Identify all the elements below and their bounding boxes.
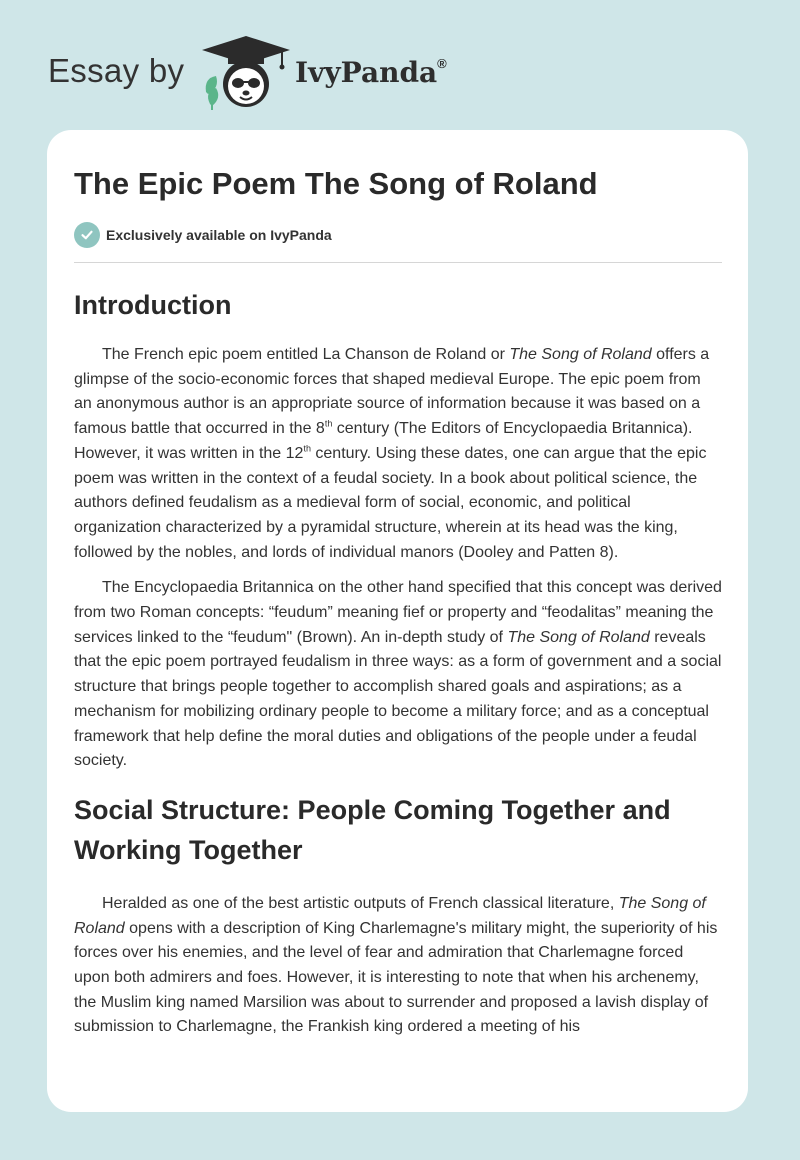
paragraph: Heralded as one of the best artistic outputs of French classical literature, The Song of Roland opens with a description of King Charlemagne's military might, the superiority of his forces over his enemies, and the level of fear and admiration that Charlemagne forced upon both admirers and foes. However, it is interesting to note that when his archenemy, the Muslim king named Marsilion was about to surrender and proposed a lavish display of submission to Charlemagne, the Frankish king ordered a meeting of his bbox=[74, 894, 718, 1036]
section-heading: Introduction bbox=[74, 290, 232, 320]
exclusive-badge bbox=[74, 222, 722, 248]
section-heading: Social Structure: People Coming Together and Working Together bbox=[74, 794, 671, 865]
paragraph: The Encyclopaedia Britannica on the other hand specified that this concept was derived from two Roman concepts: “feudum” meaning fief or property and “feodalitas” meaning the services linked to the “feudum" (Brown). An in-depth study of The Song of Roland reveals that the epic poem portrayed feudalism in three ways: as a form of government and a social structure that brings people together to accomplish shared goals and aspirations; as a mechanism for mobilizing ordinary people to become a military force; and as a conceptual framework that help define the moral duties and obligations of the people under a feudal society. bbox=[74, 579, 722, 770]
page-title: The Epic Poem The Song of Roland bbox=[74, 166, 598, 201]
paragraph: The French epic poem entitled La Chanson de Roland or The Song of Roland offers a glimpse of the socio-economic forces that shaped medieval Europe. The epic poem from an anonymous author is an appropriate source of information because it was based on a famous battle that occurred in the 8th century (The Editors of Encyclopaedia Britannica). However, it was written in the 12th century. Using these dates, one can argue that the epic poem was written in the context of a feudal society. In a book about political science, the authors defined feudalism as a medieval form of social, economic, and political organization characterized by a pyramidal structure, wherein at its head was the king, followed by the nobles, and lords of individual manors (Dooley and Patten 8). bbox=[74, 346, 710, 561]
essay-by-label: Essay by bbox=[48, 52, 185, 89]
exclusive-label: Exclusively available on IvyPanda bbox=[106, 227, 332, 243]
divider bbox=[74, 262, 722, 263]
brand-name[interactable]: IvyPanda® bbox=[295, 55, 447, 89]
essay-card bbox=[47, 130, 748, 1112]
registered-mark: ® bbox=[437, 55, 447, 71]
check-icon bbox=[74, 222, 100, 248]
panda-logo-icon[interactable] bbox=[200, 32, 292, 110]
site-header bbox=[48, 30, 508, 110]
